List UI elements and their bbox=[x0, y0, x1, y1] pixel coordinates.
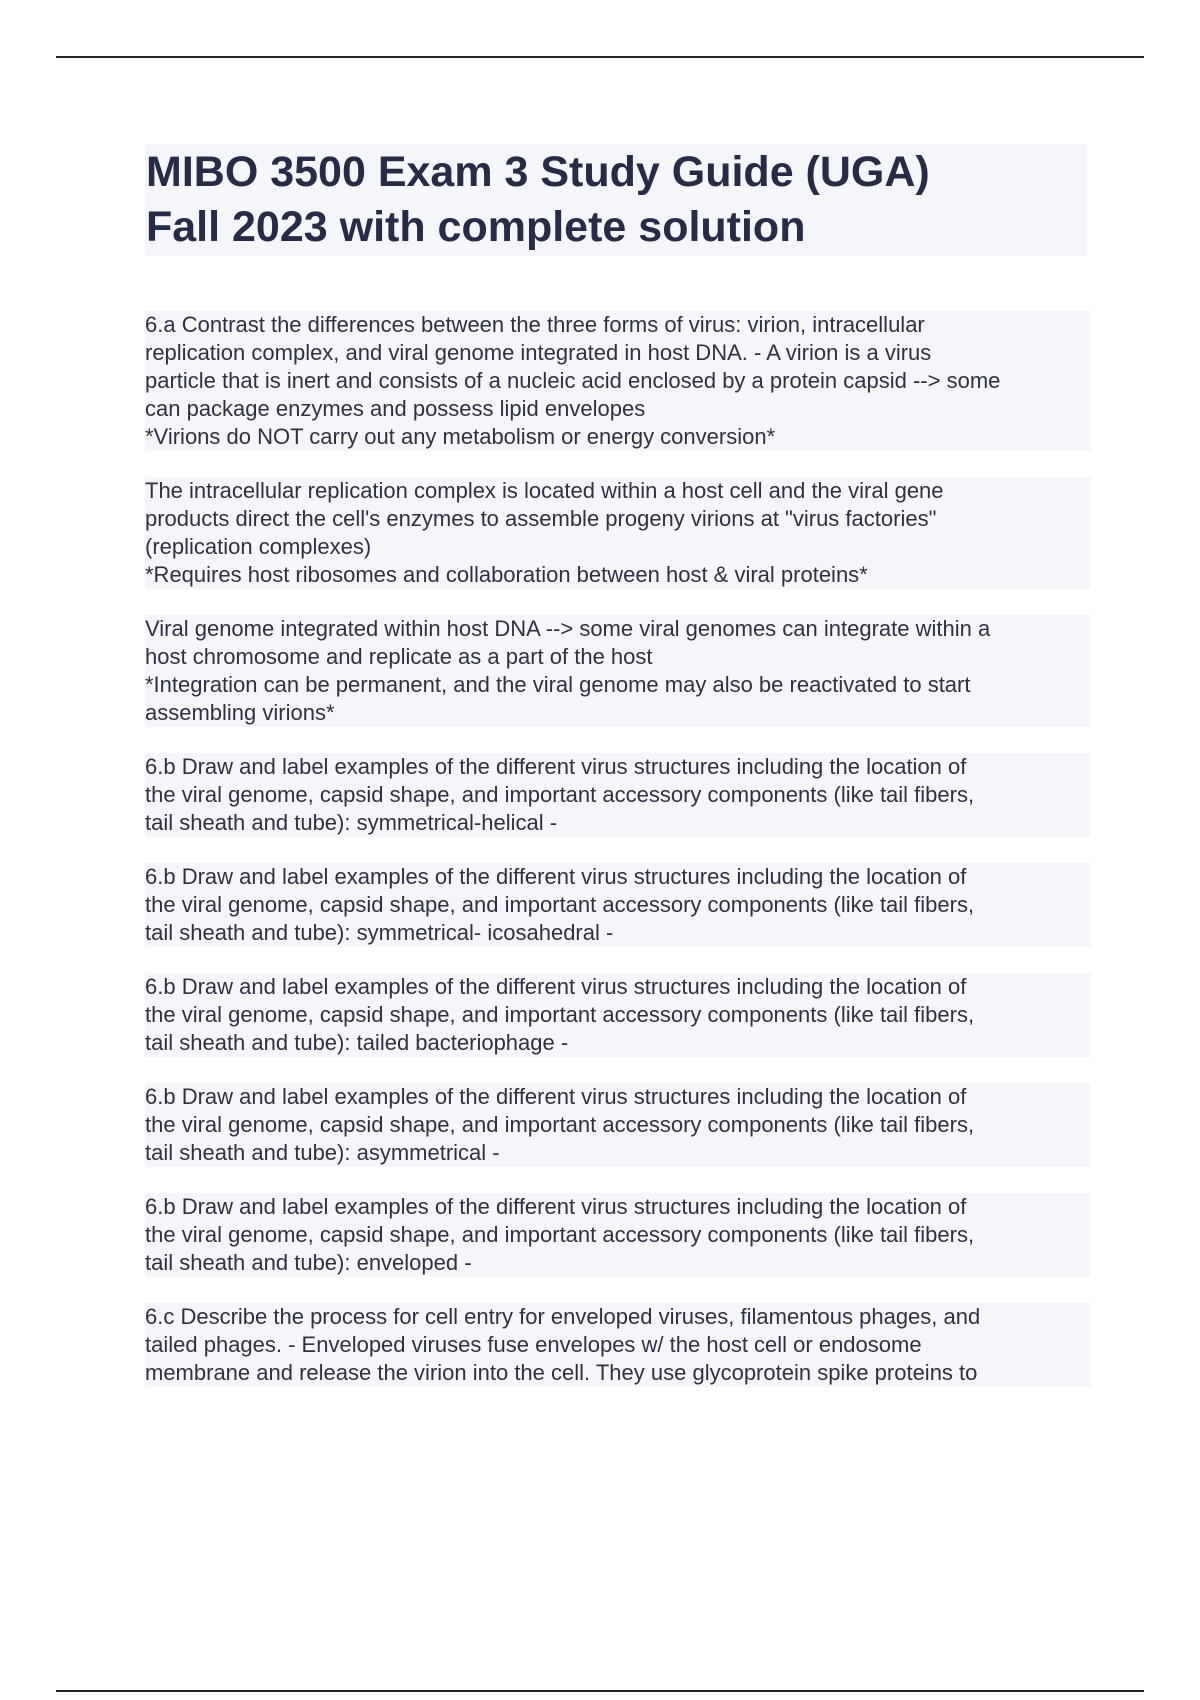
text-line: tail sheath and tube): symmetrical- icosahedral - bbox=[145, 920, 614, 945]
qa-block-6a bbox=[145, 311, 1090, 451]
text-line: the viral genome, capsid shape, and important accessory components (like tail fibers, bbox=[145, 1002, 975, 1027]
title-line-1: MIBO 3500 Exam 3 Study Guide (UGA) bbox=[146, 148, 930, 196]
title-line-2: Fall 2023 with complete solution bbox=[146, 203, 806, 251]
text-line: tail sheath and tube): symmetrical-helical - bbox=[145, 810, 558, 835]
qa-block-6b-helical bbox=[145, 753, 1090, 837]
text-line: the viral genome, capsid shape, and important accessory components (like tail fibers, bbox=[145, 892, 975, 917]
qa-block-integrated-genome bbox=[145, 615, 1090, 727]
qa-block-6b-enveloped bbox=[145, 1193, 1090, 1277]
qa-block-6b-bacteriophage bbox=[145, 973, 1090, 1057]
bottom-rule bbox=[56, 1690, 1144, 1692]
text-line: replication complex, and viral genome integrated in host DNA. - A virion is a virus bbox=[145, 340, 932, 365]
text-line: the viral genome, capsid shape, and important accessory components (like tail fibers, bbox=[145, 1112, 975, 1137]
text-line: particle that is inert and consists of a nucleic acid enclosed by a protein capsid --> some bbox=[145, 368, 1001, 393]
text-line: tail sheath and tube): tailed bacteriophage - bbox=[145, 1030, 569, 1055]
text-line: 6.a Contrast the differences between the three forms of virus: virion, intracellular bbox=[145, 312, 925, 337]
text-line: (replication complexes) bbox=[145, 534, 372, 559]
text-line: 6.b Draw and label examples of the different virus structures including the location of bbox=[145, 1084, 967, 1109]
text-line: *Virions do NOT carry out any metabolism or energy conversion* bbox=[145, 424, 776, 449]
text-line: *Integration can be permanent, and the viral genome may also be reactivated to start bbox=[145, 672, 971, 697]
qa-block-replication-complex bbox=[145, 477, 1090, 589]
text-line: The intracellular replication complex is located within a host cell and the viral gene bbox=[145, 478, 944, 503]
qa-block-6b-icosahedral bbox=[145, 863, 1090, 947]
text-line: 6.c Describe the process for cell entry for enveloped viruses, filamentous phages, and bbox=[145, 1304, 981, 1329]
text-line: *Requires host ribosomes and collaboration between host & viral proteins* bbox=[145, 562, 868, 587]
text-line: tail sheath and tube): enveloped - bbox=[145, 1250, 472, 1275]
text-line: 6.b Draw and label examples of the different virus structures including the location of bbox=[145, 1194, 967, 1219]
qa-block-6b-asymmetrical bbox=[145, 1083, 1090, 1167]
document-title bbox=[146, 144, 1087, 255]
text-line: can package enzymes and possess lipid envelopes bbox=[145, 396, 646, 421]
top-rule bbox=[56, 56, 1144, 58]
text-line: 6.b Draw and label examples of the different virus structures including the location of bbox=[145, 754, 967, 779]
document-body bbox=[145, 311, 1090, 1413]
text-line: products direct the cell's enzymes to assemble progeny virions at "virus factories" bbox=[145, 506, 937, 531]
text-line: 6.b Draw and label examples of the different virus structures including the location of bbox=[145, 974, 967, 999]
text-line: the viral genome, capsid shape, and important accessory components (like tail fibers, bbox=[145, 1222, 975, 1247]
title-block bbox=[145, 144, 1087, 256]
text-line: 6.b Draw and label examples of the different virus structures including the location of bbox=[145, 864, 967, 889]
text-line: the viral genome, capsid shape, and important accessory components (like tail fibers, bbox=[145, 782, 975, 807]
text-line: host chromosome and replicate as a part of the host bbox=[145, 644, 653, 669]
qa-block-6c bbox=[145, 1303, 1090, 1387]
text-line: assembling virions* bbox=[145, 700, 335, 725]
text-line: Viral genome integrated within host DNA --> some viral genomes can integrate within a bbox=[145, 616, 991, 641]
text-line: tailed phages. - Enveloped viruses fuse envelopes w/ the host cell or endosome bbox=[145, 1332, 922, 1357]
text-line: membrane and release the virion into the cell. They use glycoprotein spike proteins to bbox=[145, 1360, 978, 1385]
text-line: tail sheath and tube): asymmetrical - bbox=[145, 1140, 500, 1165]
